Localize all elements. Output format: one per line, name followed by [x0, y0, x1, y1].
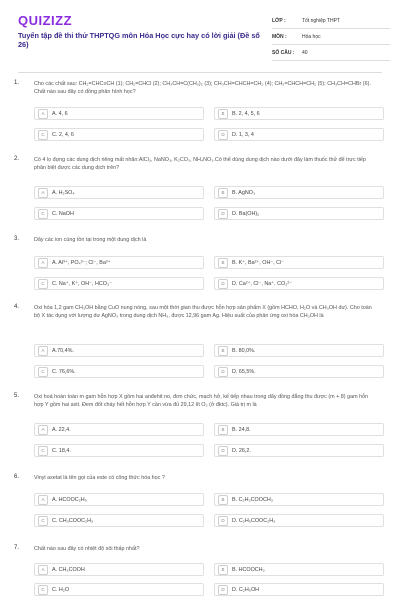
option-d[interactable]: [214, 207, 384, 220]
option-letter: A: [38, 425, 48, 435]
option-b[interactable]: [214, 344, 384, 357]
option-letter: B: [218, 109, 228, 119]
option-b[interactable]: [214, 186, 384, 199]
option-letter: A: [38, 495, 48, 505]
option-letter: C: [38, 367, 48, 377]
option-text: A. CH₃COOH: [52, 566, 85, 573]
option-text: B. C₂H₃COOCH₃: [232, 496, 273, 503]
option-letter: D: [218, 279, 228, 289]
question-text: Dãy các ion cùng tồn tại trong một dung dịch là: [34, 237, 147, 243]
option-letter: B: [218, 495, 228, 505]
question-number: 1.: [14, 80, 20, 86]
option-text: C. 76,6%.: [52, 368, 76, 375]
option-letter: C: [38, 279, 48, 289]
option-c[interactable]: [34, 444, 204, 457]
option-text: B. 2, 4, 5, 6: [232, 110, 260, 117]
option-letter: C: [38, 209, 48, 219]
option-letter: B: [218, 565, 228, 575]
option-text: D. C₂H₅OH: [232, 586, 260, 593]
option-c[interactable]: [34, 128, 204, 141]
option-c[interactable]: [34, 277, 204, 290]
option-text: D. 65,5%.: [232, 368, 256, 375]
option-text: D. 1, 3, 4: [232, 131, 254, 138]
option-text: A. 22,4.: [52, 426, 71, 433]
option-text: D. Ba(OH)₂: [232, 210, 260, 217]
option-text: B. HCOOCH₃: [232, 566, 265, 573]
option-letter: D: [218, 130, 228, 140]
question-text: Có 4 lọ đựng các dung dịch riêng mất nhãn:AlCl₃, NaNO₃, K₂CO₃, NH₄NO₃.Có thể dùng dung dịch nào dưới đây làm thuốc thử để trực tiếp phân biệt được các dung dịch trên?: [34, 157, 366, 172]
option-letter: D: [218, 516, 228, 526]
question-text: Vinyl axetat là tên gọi của este có công thức hóa học ?: [34, 475, 165, 481]
option-a[interactable]: [34, 493, 204, 506]
option-text: D. C₂H₅COOC₂H₃: [232, 517, 276, 524]
option-letter: D: [218, 585, 228, 595]
option-text: A. H₂SO₄: [52, 189, 75, 196]
option-text: B. K⁺, Ba²⁺, OH⁻, Cl⁻: [232, 259, 285, 266]
option-text: D. 26,2.: [232, 447, 251, 454]
option-letter: B: [218, 425, 228, 435]
option-b[interactable]: [214, 256, 384, 269]
question-number: 7.: [14, 545, 20, 551]
option-d[interactable]: [214, 128, 384, 141]
question-number: 5.: [14, 393, 20, 399]
meta-label: LỚP :: [272, 17, 286, 24]
option-letter: A: [38, 258, 48, 268]
option-letter: A: [38, 188, 48, 198]
option-d[interactable]: [214, 444, 384, 457]
meta-value: Hóa học: [302, 33, 321, 40]
option-letter: B: [218, 258, 228, 268]
meta-value: 40: [302, 49, 308, 56]
option-b[interactable]: [214, 423, 384, 436]
question-text: Oxi hoá hoàn toàn m gam hỗn hợp X gồm hai anđehit no, đơn chức, mạch hở, kế tiếp nhau trong dãy đồng đẳng thu được (m + 8) gam hỗn hợp Y gồm hai axit. Đem đốt cháy hết hỗn hợp Y cần vừa đủ 29,12 lít O₂ (ở đktc). Giá trị m là: [34, 394, 369, 409]
meta-row-subject: [272, 29, 390, 45]
question-number: 3.: [14, 236, 20, 242]
meta-label: MÔN :: [272, 33, 287, 40]
option-letter: A: [38, 565, 48, 575]
question-number: 6.: [14, 474, 20, 480]
option-text: B. 24,8.: [232, 426, 251, 433]
option-a[interactable]: [34, 107, 204, 120]
option-b[interactable]: [214, 493, 384, 506]
option-text: B. AgNO₃: [232, 189, 256, 196]
meta-row-class: [272, 13, 390, 29]
option-text: A. HCOOC₂H₅: [52, 496, 87, 503]
question-text: Cho các chất sau: CH₂=CHC≡CH (1); CH₂=CHCl (2); CH₃CH=C(CH₃)₂ (3); CH₃CH=CHCH=CH₂ (4); CH₂=CHCH=CH₂ (5); CH₃CH=CHBr (6). Chất nào sau đây có đồng phân hình học?: [34, 81, 371, 96]
option-c[interactable]: [34, 514, 204, 527]
meta-row-question-count: [272, 45, 390, 61]
option-c[interactable]: [34, 365, 204, 378]
question-text: Chất nào sau đây có nhiệt độ sôi thấp nhất?: [34, 546, 140, 552]
option-letter: D: [218, 209, 228, 219]
meta-value: Tốt nghiệp THPT: [302, 17, 340, 24]
option-d[interactable]: [214, 583, 384, 596]
option-letter: C: [38, 446, 48, 456]
option-d[interactable]: [214, 365, 384, 378]
option-text: C. H₂O: [52, 586, 70, 593]
option-letter: A: [38, 109, 48, 119]
option-letter: B: [218, 346, 228, 356]
worksheet-header: [0, 0, 400, 64]
quizizz-logo: QUIZIZZ: [18, 13, 73, 28]
option-a[interactable]: [34, 256, 204, 269]
question-number: 2.: [14, 156, 20, 162]
option-d[interactable]: [214, 514, 384, 527]
option-letter: D: [218, 367, 228, 377]
option-c[interactable]: [34, 207, 204, 220]
worksheet-meta: [272, 13, 390, 61]
option-text: B. 80,0%.: [232, 347, 256, 354]
option-text: A. Al³⁺, PO₄³⁻; Cl⁻, Ba²⁺: [52, 259, 111, 266]
option-a[interactable]: [34, 423, 204, 436]
option-text: C. 2, 4, 6: [52, 131, 74, 138]
option-b[interactable]: [214, 107, 384, 120]
option-letter: B: [218, 188, 228, 198]
option-letter: A: [38, 346, 48, 356]
option-text: C. 18,4.: [52, 447, 71, 454]
option-text: D. Ca²⁺, Cl⁻, Na⁺, CO₃²⁻: [232, 280, 292, 287]
worksheet-title: Tuyển tập đề thi thử THPTQG môn Hóa Học cực hay có lời giải (Đề số 26): [18, 31, 260, 49]
option-c[interactable]: [34, 583, 204, 596]
option-text: C. CH₃COOC₂H₃: [52, 517, 94, 524]
option-letter: C: [38, 585, 48, 595]
option-letter: C: [38, 516, 48, 526]
option-text: C. Na⁺, K⁺, OH⁻, HCO₃⁻: [52, 280, 113, 287]
option-letter: D: [218, 446, 228, 456]
option-text: A.70,4%.: [52, 347, 74, 354]
option-a[interactable]: [34, 186, 204, 199]
option-a[interactable]: [34, 344, 204, 357]
question-number: 4.: [14, 304, 20, 310]
option-text: A. 4, 6: [52, 110, 68, 117]
question-text: Oxi hóa 1,2 gam CH₃OH bằng CuO nung nóng, sau một thời gian thu được hỗn hợp sản phẩm X (gồm HCHO, H₂O và CH₃OH dư). Cho toàn bộ X tác dụng với lượng dư AgNO₃ trong dung dịch NH₃, được 12,96 gam Ag. Hiệu suất của phản ứng oxi hóa CH₃OH là: [34, 305, 372, 320]
header-divider: [18, 72, 382, 73]
option-b[interactable]: [214, 563, 384, 576]
meta-label: SỐ CÂU :: [272, 49, 295, 56]
option-text: C. NaOH: [52, 210, 74, 217]
option-letter: C: [38, 130, 48, 140]
option-a[interactable]: [34, 563, 204, 576]
option-d[interactable]: [214, 277, 384, 290]
